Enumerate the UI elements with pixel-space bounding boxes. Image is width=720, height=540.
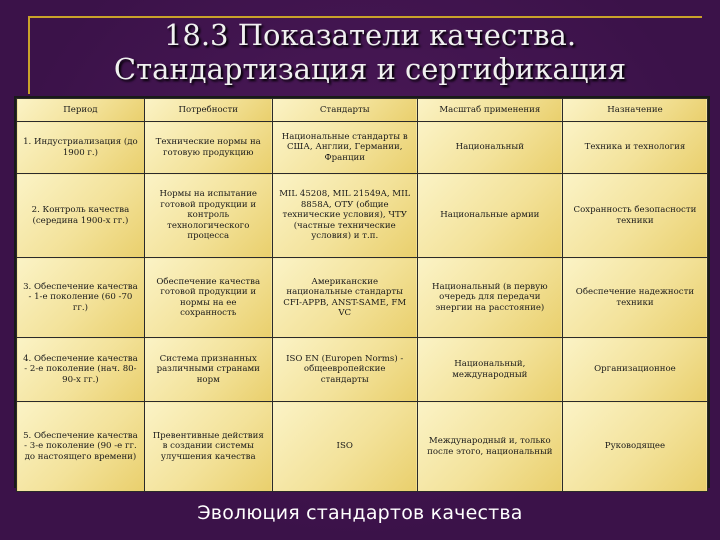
table-row	[17, 402, 708, 492]
table-row	[17, 122, 708, 174]
cell-scope: Национальный	[417, 122, 562, 174]
cell-period: 2. Контроль качества (середина 1900-х гг.)	[17, 174, 145, 258]
cell-needs: Превентивные действия в создании системы улучшения качества	[144, 402, 272, 492]
header-period: Период	[17, 99, 145, 122]
slide-title-line-1: 18.3 Показатели качества.	[163, 18, 577, 52]
header-purpose: Назначение	[562, 99, 707, 122]
cell-purpose: Сохранность безопасности техники	[562, 174, 707, 258]
slide-caption: Эволюция стандартов качества	[197, 502, 523, 524]
cell-period: 4. Обеспечение качества - 2-е поколение (нач. 80-90-х гг.)	[17, 338, 145, 402]
header-needs: Потребности	[144, 99, 272, 122]
table-row	[17, 174, 708, 258]
table-row	[17, 258, 708, 338]
cell-needs: Обеспечение качества готовой продукции и нормы на ее сохранность	[144, 258, 272, 338]
cell-period: 1. Индустриализация (до 1900 г.)	[17, 122, 145, 174]
cell-standards: Американские национальные стандарты CFI-APPB, ANST-SAME, FM VC	[272, 258, 417, 338]
decorative-frame-left	[28, 16, 30, 94]
cell-standards: ISO	[272, 402, 417, 492]
cell-scope: Национальный (в первую очередь для передачи энергии на расстояние)	[417, 258, 562, 338]
cell-needs: Нормы на испытание готовой продукции и контроль технологического процесса	[144, 174, 272, 258]
cell-period: 3. Обеспечение качества - 1-е поколение (60 -70 гг.)	[17, 258, 145, 338]
quality-evolution-table	[14, 96, 710, 488]
cell-standards: Национальные стандарты в США, Англии, Германии, Франции	[272, 122, 417, 174]
table-row	[17, 338, 708, 402]
cell-scope: Национальные армии	[417, 174, 562, 258]
cell-purpose: Организационное	[562, 338, 707, 402]
table-header-row	[17, 99, 708, 122]
cell-needs: Технические нормы на готовую продукцию	[144, 122, 272, 174]
cell-standards: MIL 45208, MIL 21549A, MIL 8858A, ОТУ (общие технические условия), ЧТУ (частные технические условия) и т.п.	[272, 174, 417, 258]
cell-purpose: Техника и технология	[562, 122, 707, 174]
header-scope: Масштаб применения	[417, 99, 562, 122]
cell-scope: Национальный, международный	[417, 338, 562, 402]
slide-title	[40, 18, 700, 86]
cell-needs: Система признанных различными странами норм	[144, 338, 272, 402]
cell-scope: Международный и, только после этого, национальный	[417, 402, 562, 492]
slide-title-line-2: Стандартизация и сертификация	[113, 52, 627, 86]
cell-purpose: Руководящее	[562, 402, 707, 492]
cell-period: 5. Обеспечение качества - 3-е поколение (90 -е гг. до настоящего времени)	[17, 402, 145, 492]
cell-standards: ISO EN (Europen Norms) - общеевропейские стандарты	[272, 338, 417, 402]
cell-purpose: Обеспечение надежности техники	[562, 258, 707, 338]
header-standards: Стандарты	[272, 99, 417, 122]
